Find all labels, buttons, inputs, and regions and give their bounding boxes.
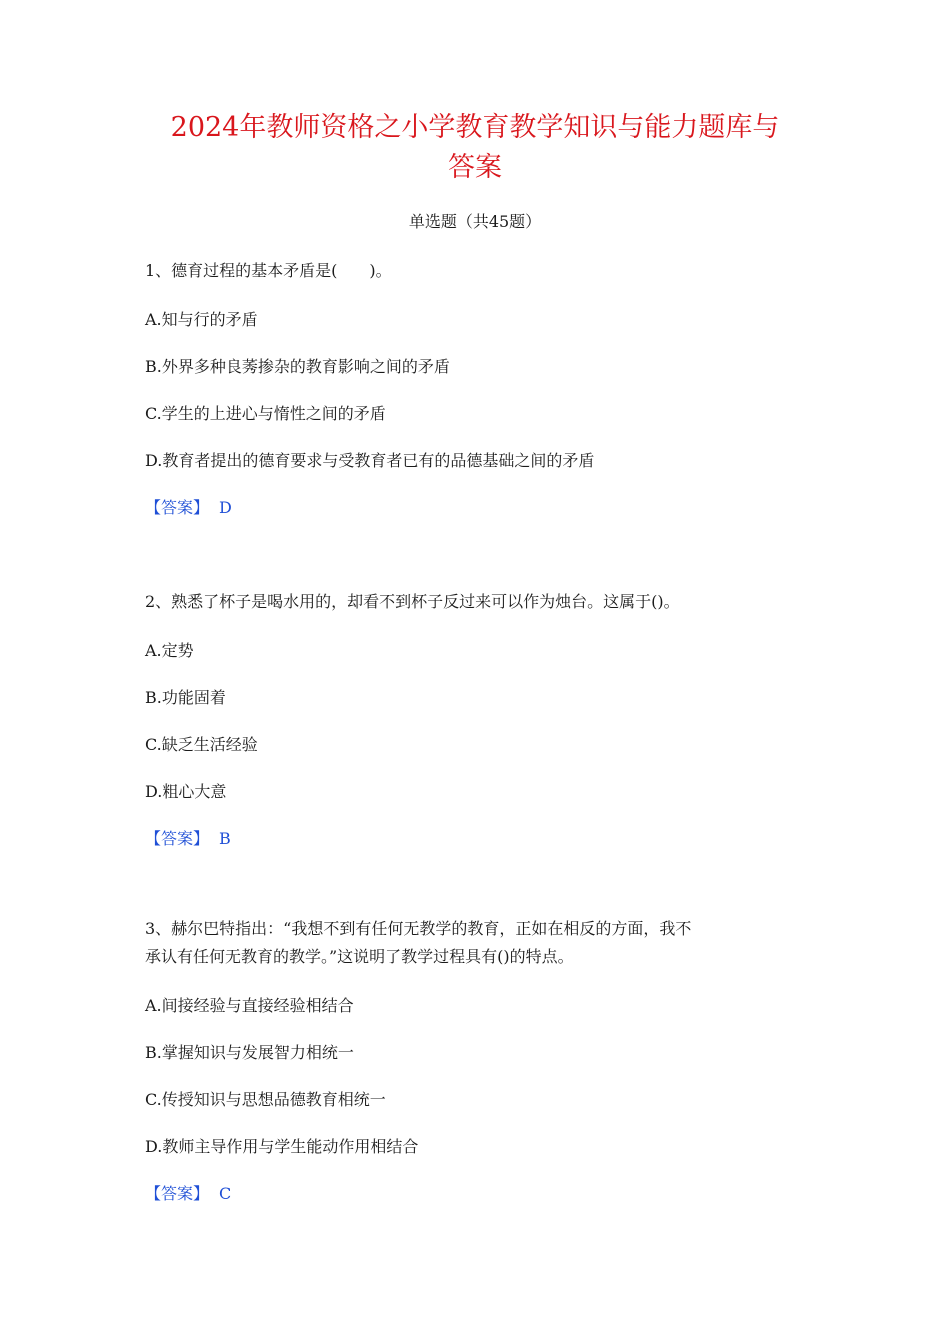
option-c: C.缺乏生活经验 <box>145 735 258 754</box>
option-d: D.教育者提出的德育要求与受教育者已有的品德基础之间的矛盾 <box>145 451 595 470</box>
title-line-1: 2024年教师资格之小学教育教学知识与能力题库与 <box>170 112 780 143</box>
answer-label: 【答案】 <box>145 1184 210 1203</box>
question-1 <box>145 257 825 520</box>
answer-value: C <box>219 1184 232 1203</box>
question-3 <box>145 915 825 1206</box>
document-title <box>100 108 850 188</box>
option-a: A.定势 <box>145 641 194 660</box>
title-line-2: 答案 <box>448 152 502 183</box>
answer-value: B <box>219 829 231 848</box>
option-d: D.教师主导作用与学生能动作用相结合 <box>145 1137 419 1156</box>
option-b: B.功能固着 <box>145 688 226 707</box>
answer-row <box>145 496 825 520</box>
option-b: B.掌握知识与发展智力相统一 <box>145 1043 354 1062</box>
answer-row <box>145 1182 825 1206</box>
answer-value: D <box>219 498 232 517</box>
option-a: A.知与行的矛盾 <box>145 310 258 329</box>
question-2 <box>145 588 825 851</box>
option-d: D.粗心大意 <box>145 782 227 801</box>
option-a: A.间接经验与直接经验相结合 <box>145 996 354 1015</box>
option-b: B.外界多种良莠掺杂的教育影响之间的矛盾 <box>145 357 450 376</box>
section-heading: 单选题（共45题） <box>408 212 542 231</box>
question-stem-line-2: 承认有任何无教育的教学。”这说明了教学过程具有()的特点。 <box>145 947 574 966</box>
option-c: C.传授知识与思想品德教育相统一 <box>145 1090 386 1109</box>
answer-label: 【答案】 <box>145 498 210 517</box>
question-stem: 1、德育过程的基本矛盾是( )。 <box>145 261 392 280</box>
answer-label: 【答案】 <box>145 829 210 848</box>
question-stem: 2、熟悉了杯子是喝水用的，却看不到杯子反过来可以作为烛台。这属于()。 <box>145 592 680 611</box>
answer-row <box>145 827 825 851</box>
question-stem-line-1: 3、赫尔巴特指出：“我想不到有任何无教学的教育，正如在相反的方面，我不 <box>145 919 692 938</box>
option-c: C.学生的上进心与惰性之间的矛盾 <box>145 404 386 423</box>
